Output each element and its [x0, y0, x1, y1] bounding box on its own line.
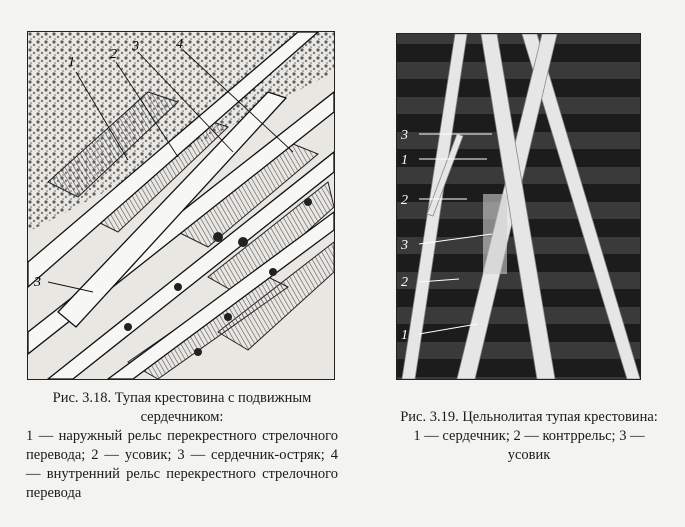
fig319-label-2b: 2 [401, 275, 408, 290]
frog-drawing [28, 32, 334, 379]
figure-3-18-legend: 1 — наружный рельс перекрестного стрелочного перевода; 2 — усовик; 3 — сердечник-остряк; 4 — внутренний рельс перекрестного стрелочного перевода [26, 428, 338, 501]
fig318-label-4: 4 [176, 37, 183, 52]
figure-3-19-title: Рис. 3.19. Цельнолитая тупая крестовина: [400, 409, 658, 425]
fig318-label-3: 3 [132, 39, 139, 54]
fig318-label-3b: 3 [34, 275, 41, 290]
figure-3-18-title: Рис. 3.18. Тупая крестовина с подвижным сердечником: [52, 390, 312, 425]
fig319-label-2: 2 [401, 193, 408, 208]
fig318-label-1: 1 [68, 55, 75, 70]
fig319-label-3: 3 [401, 128, 408, 143]
fig318-label-2: 2 [110, 47, 117, 62]
figure-3-18-illustration [27, 31, 335, 380]
figure-3-19-legend: 1 — сердечник; 2 — контррельс; 3 — усовик [413, 428, 645, 463]
fig319-label-1b: 1 [401, 328, 408, 343]
figure-3-19-photo [396, 33, 641, 380]
fig319-label-1: 1 [401, 153, 408, 168]
figure-3-19-caption [394, 408, 664, 465]
figure-3-18-caption [26, 389, 338, 503]
cast-frog-photo [397, 34, 640, 379]
fig319-label-3b: 3 [401, 238, 408, 253]
